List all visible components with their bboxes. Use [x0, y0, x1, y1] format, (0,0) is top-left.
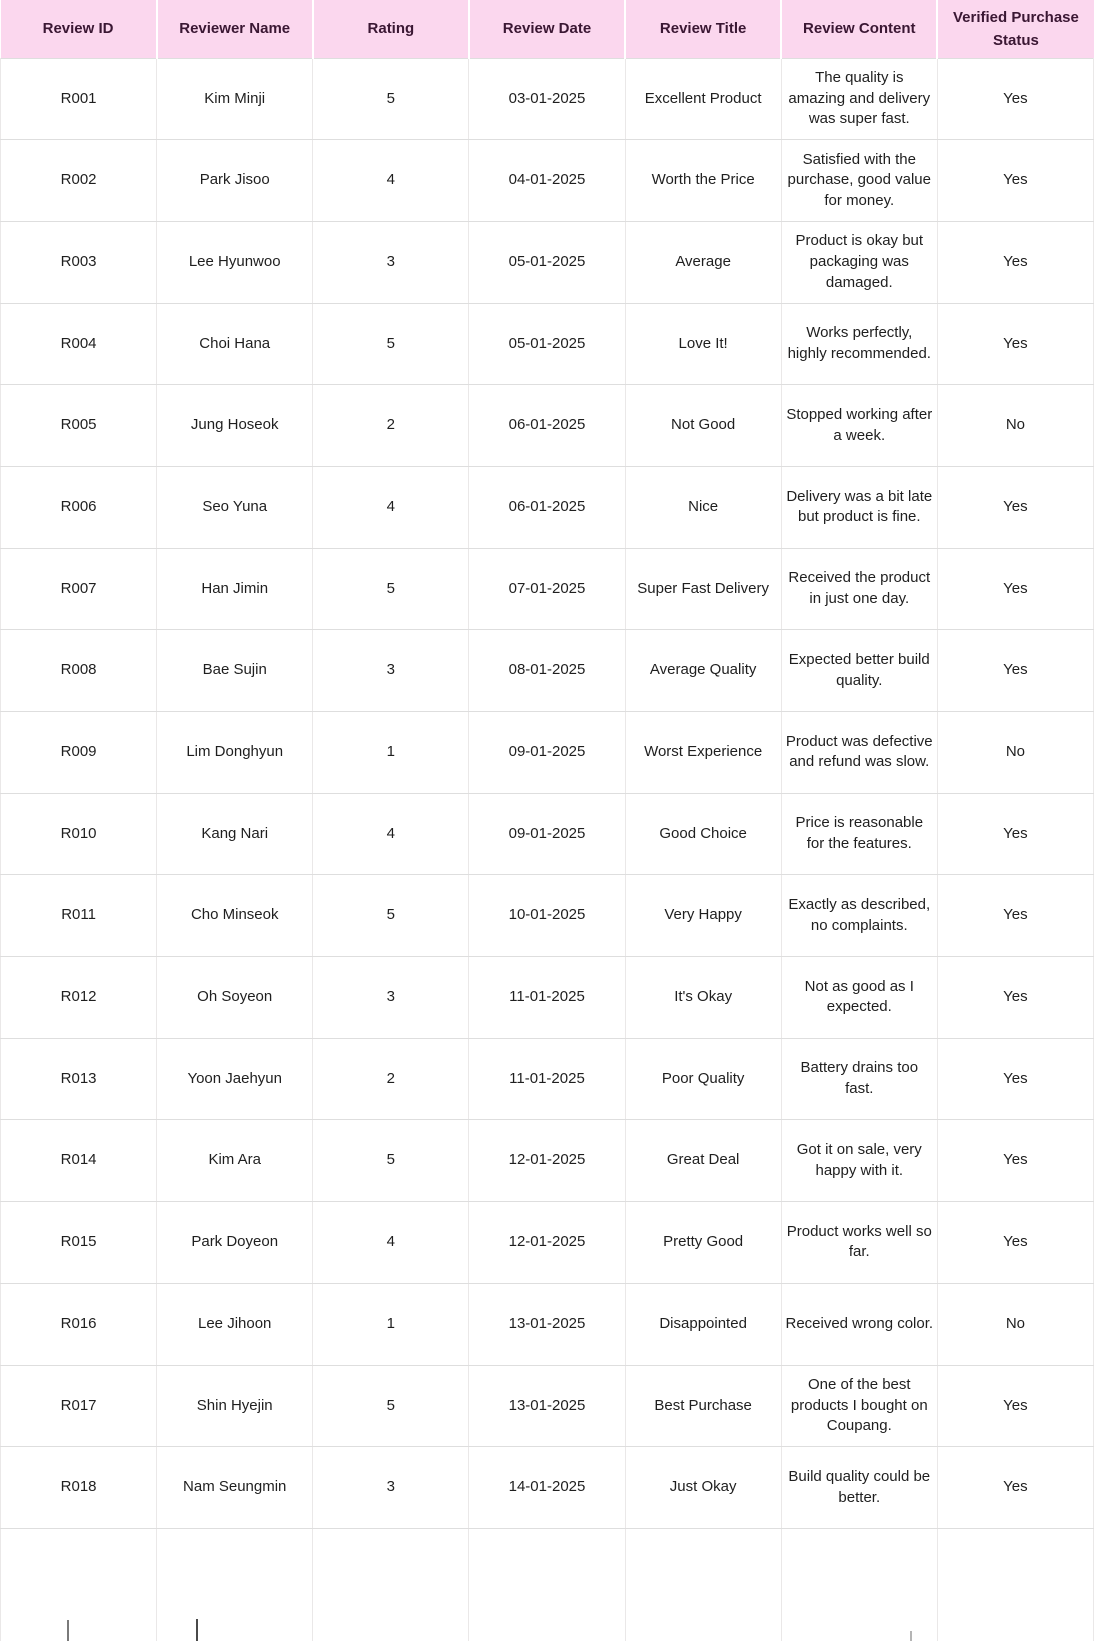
- cell-rating: 5: [313, 548, 469, 630]
- cell-content: Product was defective and refund was slow.: [781, 712, 937, 794]
- cell-id: R008: [1, 630, 157, 712]
- cell-id: R006: [1, 466, 157, 548]
- cell-verified: Yes: [937, 630, 1093, 712]
- cell-name: Nam Seungmin: [157, 1447, 313, 1529]
- cell-content: Product works well so far.: [781, 1202, 937, 1284]
- cell-rating: 3: [313, 221, 469, 303]
- table-row: [1, 58, 1094, 140]
- cell-verified: Yes: [937, 875, 1093, 957]
- table-row: [1, 630, 1094, 712]
- cell-name: Seo Yuna: [157, 466, 313, 548]
- cell-content: Received wrong color.: [781, 1283, 937, 1365]
- table-row: [1, 712, 1094, 794]
- header-row: [1, 0, 1094, 58]
- cell-id: R004: [1, 303, 157, 385]
- cell-rating: 5: [313, 303, 469, 385]
- table-row: [1, 1038, 1094, 1120]
- cell-name: Jung Hoseok: [157, 385, 313, 467]
- cell-id: R009: [1, 712, 157, 794]
- cell-content: Received the product in just one day.: [781, 548, 937, 630]
- cell-date: 05-01-2025: [469, 221, 625, 303]
- cell-id: R002: [1, 140, 157, 222]
- cell-rating: 3: [313, 630, 469, 712]
- cell-name: Park Doyeon: [157, 1202, 313, 1284]
- cell-name: Kim Ara: [157, 1120, 313, 1202]
- cell-title: Worst Experience: [625, 712, 781, 794]
- cell-title: Pretty Good: [625, 1202, 781, 1284]
- cell-name: Lee Hyunwoo: [157, 221, 313, 303]
- cell-name: Lee Jihoon: [157, 1283, 313, 1365]
- cell-date: 12-01-2025: [469, 1202, 625, 1284]
- table-row: [1, 1365, 1094, 1447]
- cell-rating: 2: [313, 385, 469, 467]
- cell-rating: 5: [313, 875, 469, 957]
- cell-verified: Yes: [937, 1447, 1093, 1529]
- cell-rating: 4: [313, 1202, 469, 1284]
- cell-verified: Yes: [937, 548, 1093, 630]
- cell-empty: [157, 1528, 313, 1641]
- cell-verified: No: [937, 712, 1093, 794]
- cell-name: Bae Sujin: [157, 630, 313, 712]
- cell-date: 05-01-2025: [469, 303, 625, 385]
- cell-verified: Yes: [937, 1038, 1093, 1120]
- cell-id: R015: [1, 1202, 157, 1284]
- cell-title: Worth the Price: [625, 140, 781, 222]
- table-row: [1, 221, 1094, 303]
- cell-title: Love It!: [625, 303, 781, 385]
- cell-name: Shin Hyejin: [157, 1365, 313, 1447]
- table-row: [1, 548, 1094, 630]
- cell-verified: Yes: [937, 1365, 1093, 1447]
- cell-empty: [313, 1528, 469, 1641]
- col-header-date: Review Date: [469, 0, 625, 58]
- cell-verified: No: [937, 1283, 1093, 1365]
- cell-date: 13-01-2025: [469, 1283, 625, 1365]
- cell-verified: Yes: [937, 466, 1093, 548]
- col-header-verified: Verified Purchase Status: [937, 0, 1093, 58]
- cell-title: Excellent Product: [625, 58, 781, 140]
- cell-title: Disappointed: [625, 1283, 781, 1365]
- cell-title: Good Choice: [625, 793, 781, 875]
- cell-id: R005: [1, 385, 157, 467]
- cell-verified: Yes: [937, 221, 1093, 303]
- cell-content: One of the best products I bought on Coupang.: [781, 1365, 937, 1447]
- cell-empty: [1, 1528, 157, 1641]
- clipped-next-row-text-stroke: [196, 1619, 198, 1641]
- cell-name: Choi Hana: [157, 303, 313, 385]
- cell-title: Average Quality: [625, 630, 781, 712]
- cell-content: Got it on sale, very happy with it.: [781, 1120, 937, 1202]
- cell-id: R018: [1, 1447, 157, 1529]
- cell-verified: Yes: [937, 1202, 1093, 1284]
- cell-title: Best Purchase: [625, 1365, 781, 1447]
- cell-title: Great Deal: [625, 1120, 781, 1202]
- cell-empty: [469, 1528, 625, 1641]
- clipped-next-row-text-stroke: [910, 1631, 912, 1641]
- col-header-rating: Rating: [313, 0, 469, 58]
- cell-rating: 5: [313, 58, 469, 140]
- cell-id: R014: [1, 1120, 157, 1202]
- table-row: [1, 1120, 1094, 1202]
- cell-title: Just Okay: [625, 1447, 781, 1529]
- cell-verified: Yes: [937, 58, 1093, 140]
- cell-verified: Yes: [937, 793, 1093, 875]
- cell-empty: [937, 1528, 1093, 1641]
- cell-name: Oh Soyeon: [157, 957, 313, 1039]
- cell-rating: 4: [313, 140, 469, 222]
- table-row: [1, 303, 1094, 385]
- cell-name: Han Jimin: [157, 548, 313, 630]
- cell-title: Not Good: [625, 385, 781, 467]
- table-row: [1, 140, 1094, 222]
- cell-rating: 3: [313, 1447, 469, 1529]
- cell-date: 03-01-2025: [469, 58, 625, 140]
- cell-date: 09-01-2025: [469, 793, 625, 875]
- cell-rating: 4: [313, 466, 469, 548]
- clipped-next-row-text-stroke: [67, 1620, 69, 1641]
- cell-id: R013: [1, 1038, 157, 1120]
- cell-title: Poor Quality: [625, 1038, 781, 1120]
- cell-title: Very Happy: [625, 875, 781, 957]
- cell-date: 13-01-2025: [469, 1365, 625, 1447]
- cell-title: Average: [625, 221, 781, 303]
- cell-id: R012: [1, 957, 157, 1039]
- table-row: [1, 1447, 1094, 1529]
- cell-date: 09-01-2025: [469, 712, 625, 794]
- cell-date: 11-01-2025: [469, 957, 625, 1039]
- cell-empty: [781, 1528, 937, 1641]
- cell-date: 07-01-2025: [469, 548, 625, 630]
- table-row: [1, 1202, 1094, 1284]
- cell-verified: No: [937, 385, 1093, 467]
- table-row: [1, 385, 1094, 467]
- cell-content: Expected better build quality.: [781, 630, 937, 712]
- cell-rating: 1: [313, 712, 469, 794]
- cell-content: Build quality could be better.: [781, 1447, 937, 1529]
- cell-content: Price is reasonable for the features.: [781, 793, 937, 875]
- cell-content: The quality is amazing and delivery was super fast.: [781, 58, 937, 140]
- partial-clipped-row: [1, 1528, 1094, 1641]
- cell-id: R016: [1, 1283, 157, 1365]
- cell-rating: 3: [313, 957, 469, 1039]
- cell-rating: 5: [313, 1120, 469, 1202]
- col-header-content: Review Content: [781, 0, 937, 58]
- cell-content: Not as good as I expected.: [781, 957, 937, 1039]
- cell-title: Super Fast Delivery: [625, 548, 781, 630]
- cell-content: Works perfectly, highly recommended.: [781, 303, 937, 385]
- cell-content: Product is okay but packaging was damaged.: [781, 221, 937, 303]
- cell-date: 10-01-2025: [469, 875, 625, 957]
- cell-id: R010: [1, 793, 157, 875]
- col-header-id: Review ID: [1, 0, 157, 58]
- cell-date: 14-01-2025: [469, 1447, 625, 1529]
- cell-rating: 5: [313, 1365, 469, 1447]
- cell-verified: Yes: [937, 303, 1093, 385]
- table-row: [1, 957, 1094, 1039]
- cell-name: Park Jisoo: [157, 140, 313, 222]
- table-row: [1, 1283, 1094, 1365]
- cell-name: Kang Nari: [157, 793, 313, 875]
- cell-rating: 2: [313, 1038, 469, 1120]
- cell-rating: 4: [313, 793, 469, 875]
- cell-name: Yoon Jaehyun: [157, 1038, 313, 1120]
- table-row: [1, 466, 1094, 548]
- cell-date: 11-01-2025: [469, 1038, 625, 1120]
- cell-name: Lim Donghyun: [157, 712, 313, 794]
- cell-title: It's Okay: [625, 957, 781, 1039]
- col-header-name: Reviewer Name: [157, 0, 313, 58]
- cell-verified: Yes: [937, 140, 1093, 222]
- cell-id: R003: [1, 221, 157, 303]
- cell-content: Exactly as described, no complaints.: [781, 875, 937, 957]
- cell-content: Stopped working after a week.: [781, 385, 937, 467]
- cell-verified: Yes: [937, 1120, 1093, 1202]
- table-body: [1, 58, 1094, 1641]
- cell-content: Battery drains too fast.: [781, 1038, 937, 1120]
- cell-rating: 1: [313, 1283, 469, 1365]
- cell-date: 12-01-2025: [469, 1120, 625, 1202]
- cell-date: 06-01-2025: [469, 385, 625, 467]
- cell-name: Kim Minji: [157, 58, 313, 140]
- cell-id: R017: [1, 1365, 157, 1447]
- cell-title: Nice: [625, 466, 781, 548]
- cell-date: 08-01-2025: [469, 630, 625, 712]
- table-row: [1, 793, 1094, 875]
- table-row: [1, 875, 1094, 957]
- cell-id: R007: [1, 548, 157, 630]
- cell-id: R011: [1, 875, 157, 957]
- cell-empty: [625, 1528, 781, 1641]
- cell-content: Delivery was a bit late but product is fine.: [781, 466, 937, 548]
- cell-verified: Yes: [937, 957, 1093, 1039]
- cell-id: R001: [1, 58, 157, 140]
- cell-date: 06-01-2025: [469, 466, 625, 548]
- col-header-title: Review Title: [625, 0, 781, 58]
- cell-content: Satisfied with the purchase, good value for money.: [781, 140, 937, 222]
- cell-date: 04-01-2025: [469, 140, 625, 222]
- cell-name: Cho Minseok: [157, 875, 313, 957]
